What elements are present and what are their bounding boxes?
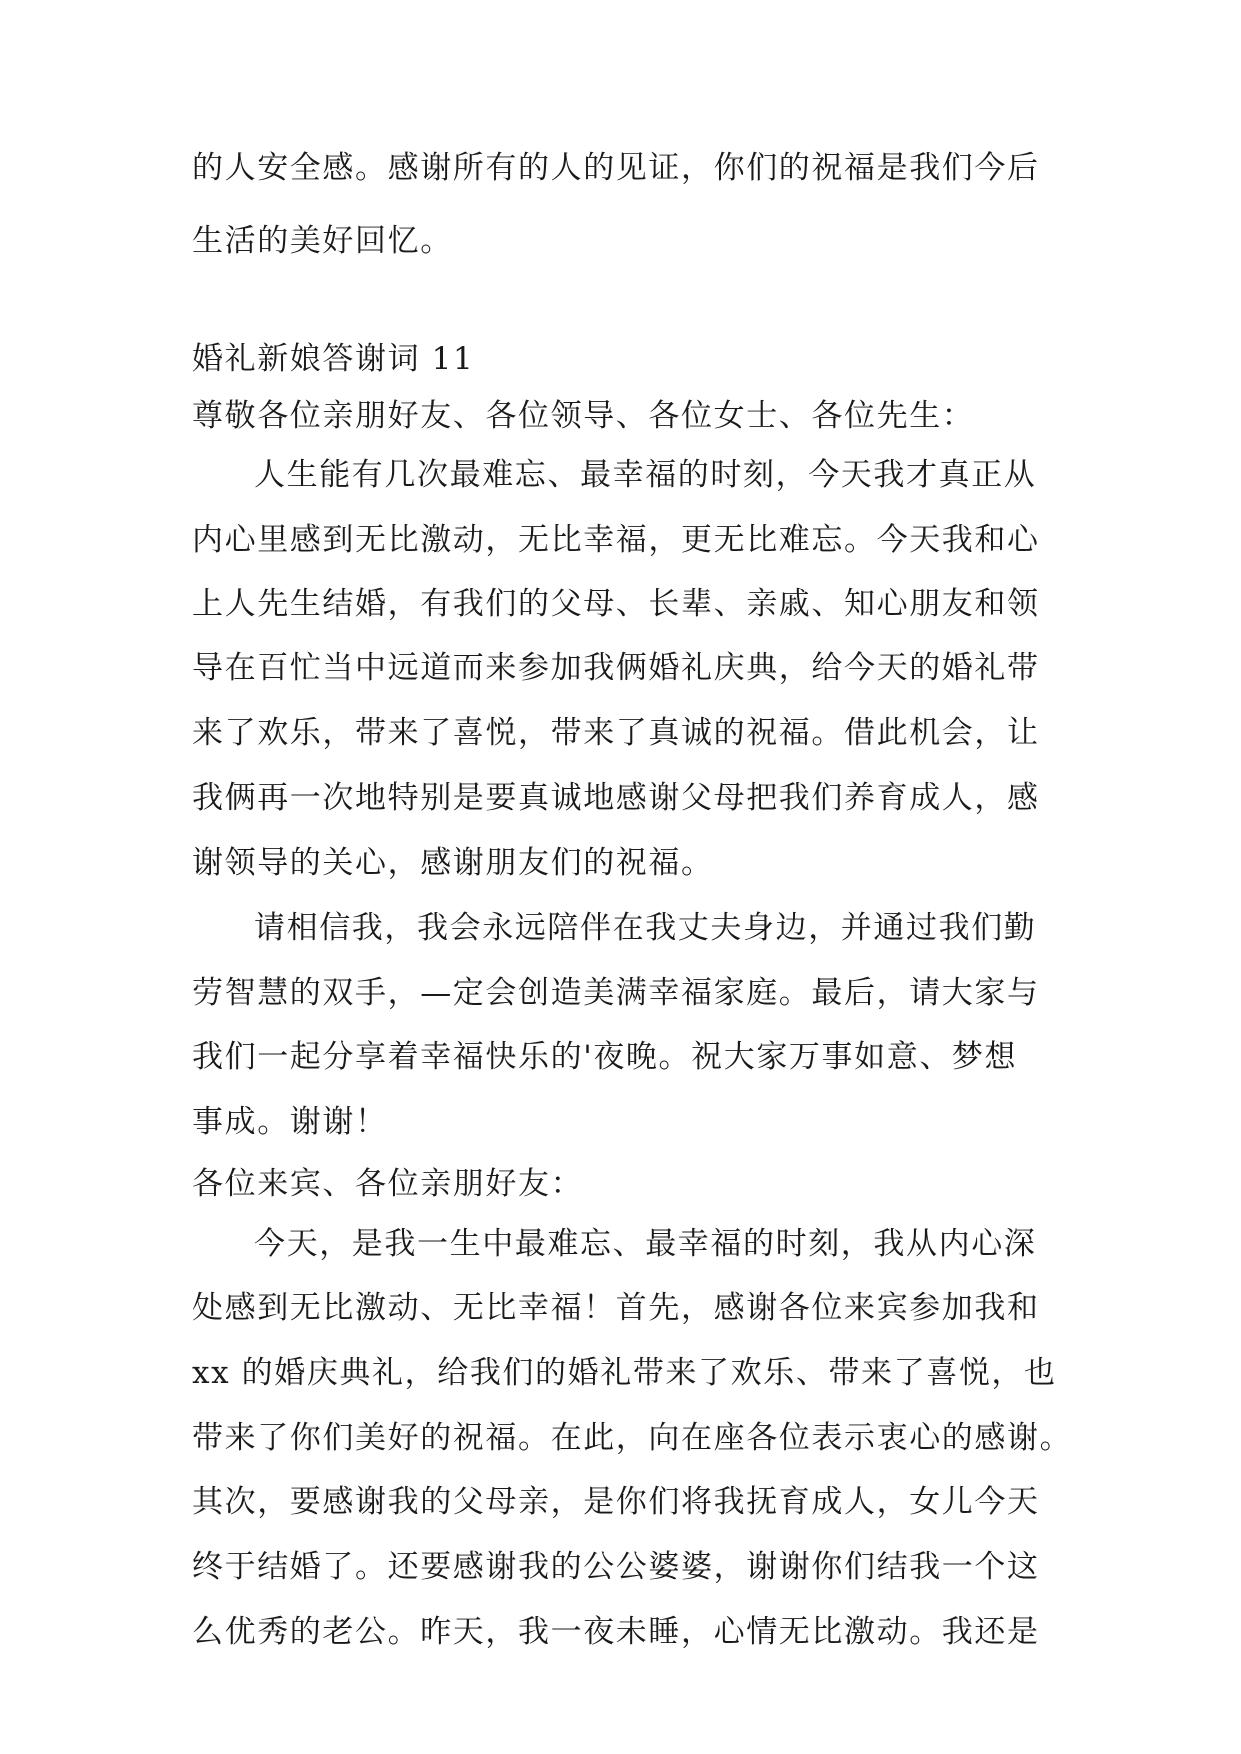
text-line: 人生能有几次最难忘、最幸福的时刻，今天我才真正从 — [254, 457, 1037, 493]
section-title: 婚礼新娘答谢词 11 — [192, 341, 475, 377]
text-line: 谢领导的关心，感谢朋友们的祝福。 — [192, 845, 714, 881]
text-line: 生活的美好回忆。 — [192, 223, 453, 259]
text-line: 来了欢乐，带来了喜悦，带来了真诚的祝福。借此机会，让 — [192, 715, 1040, 751]
text-line: 么优秀的老公。昨天，我一夜未睡，心情无比激动。我还是 — [192, 1614, 1040, 1650]
text-line: xx 的婚庆典礼，给我们的婚礼带来了欢乐、带来了喜悦，也 — [192, 1355, 1057, 1391]
text-line: 带来了你们美好的祝福。在此，向在座各位表示衷心的感谢。 — [192, 1420, 1073, 1456]
text-line: 上人先生结婚，有我们的父母、长辈、亲戚、知心朋友和领 — [192, 586, 1040, 622]
salutation: 各位来宾、各位亲朋好友： — [192, 1166, 584, 1202]
text-line: 请相信我，我会永远陪伴在我丈夫身边，并通过我们勤 — [254, 910, 1037, 946]
text-line: 今天，是我一生中最难忘、最幸福的时刻，我从内心深 — [254, 1226, 1037, 1262]
text-line: 导在百忙当中远道而来参加我俩婚礼庆典，给今天的婚礼带 — [192, 650, 1040, 686]
text-line: 内心里感到无比激动，无比幸福，更无比难忘。今天我和心 — [192, 522, 1040, 558]
text-line: 劳智慧的双手，—定会创造美满幸福家庭。最后，请大家与 — [192, 975, 1040, 1011]
text-line: 我俩再一次地特别是要真诚地感谢父母把我们养育成人，感 — [192, 780, 1040, 816]
text-line: 的人安全感。感谢所有的人的见证，你们的祝福是我们今后 — [192, 150, 1040, 186]
text-line: 我们一起分享着幸福快乐的'夜晚。祝大家万事如意、梦想 — [192, 1039, 1018, 1075]
text-line: 处感到无比激动、无比幸福！首先，感谢各位来宾参加我和 — [192, 1290, 1040, 1326]
text-line: 其次，要感谢我的父母亲，是你们将我抚育成人，女儿今天 — [192, 1484, 1040, 1520]
text-line: 终于结婚了。还要感谢我的公公婆婆，谢谢你们结我一个这 — [192, 1549, 1040, 1585]
text-line: 事成。谢谢！ — [192, 1104, 388, 1140]
salutation: 尊敬各位亲朋好友、各位领导、各位女士、各位先生： — [192, 398, 975, 434]
